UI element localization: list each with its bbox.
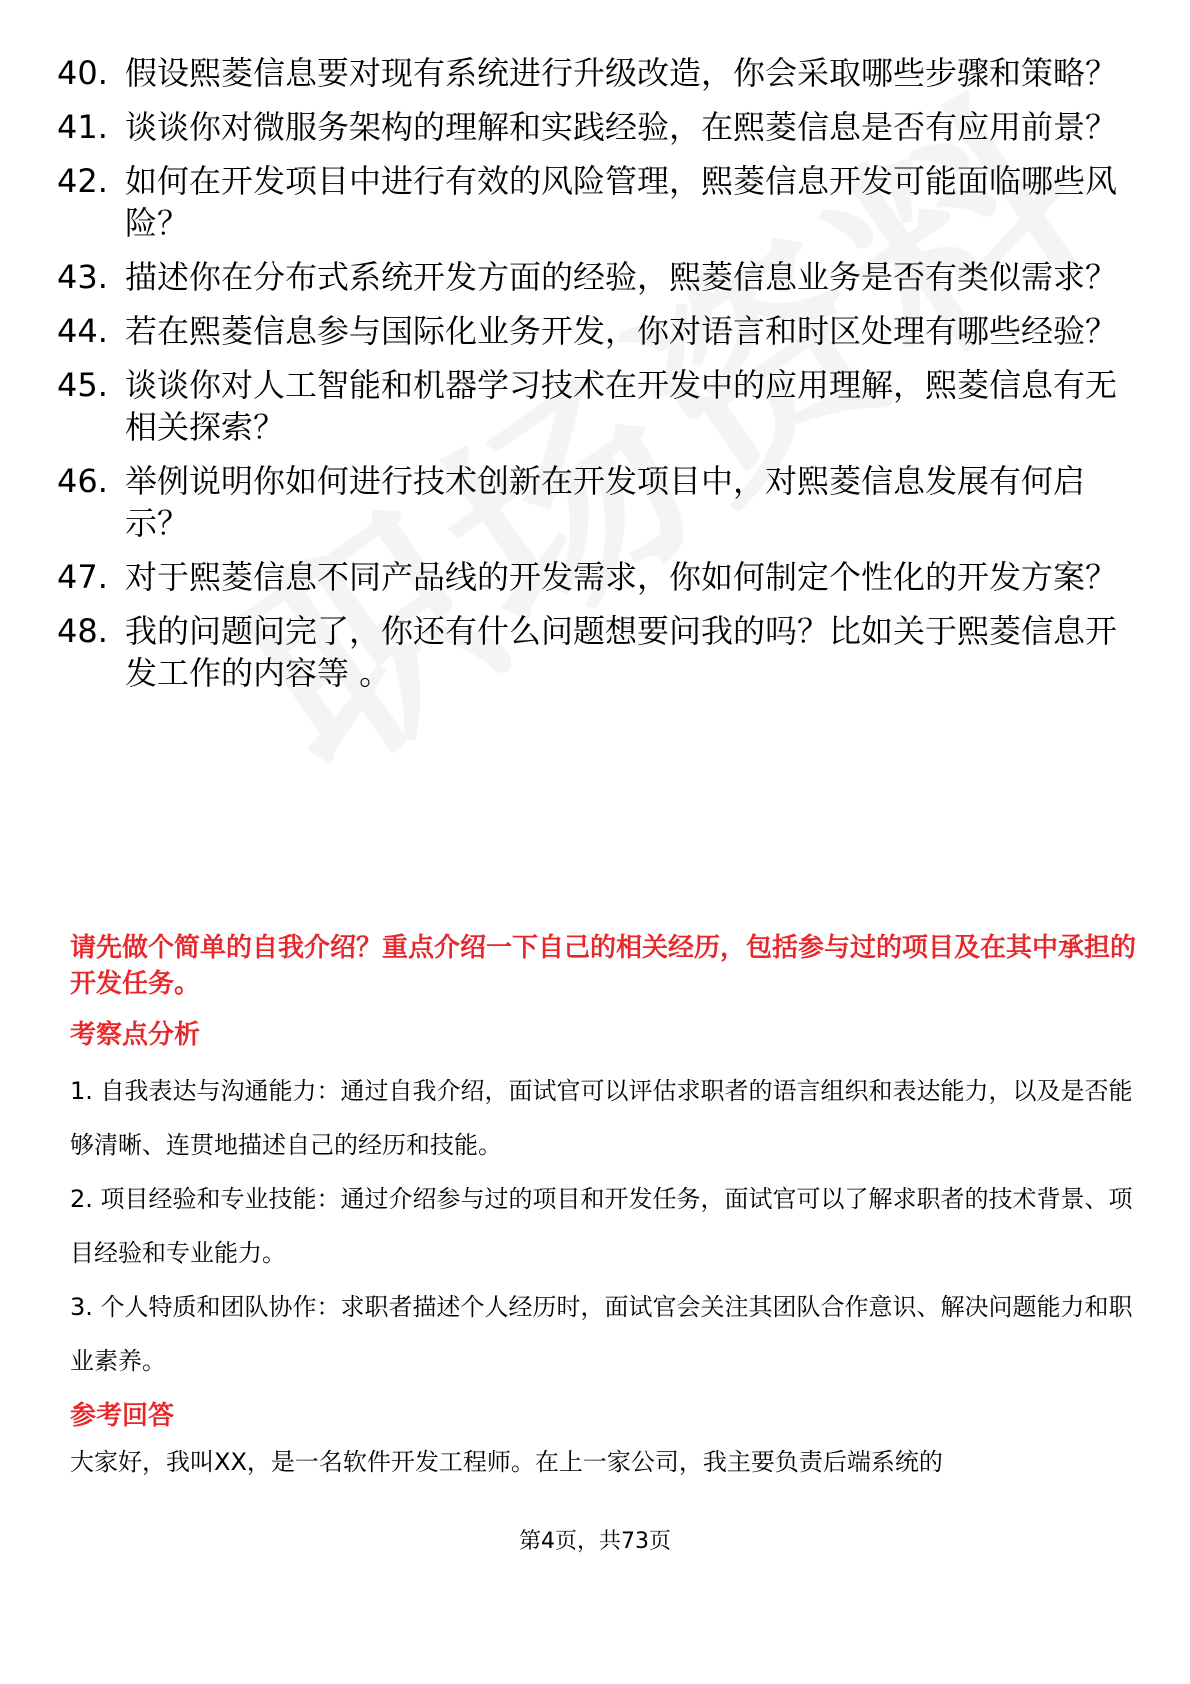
question-list bbox=[57, 52, 1137, 706]
list-item bbox=[57, 610, 1137, 694]
answer-heading: 参考回答 bbox=[70, 1401, 175, 1431]
list-item bbox=[57, 106, 1137, 148]
analysis-item: 1. 自我表达与沟通能力：通过自我介绍，面试官可以评估求职者的语言组织和表达能力，以及是否能够清晰、连贯地描述自己的经历和技能。 bbox=[70, 1077, 1133, 1159]
question-text: 谈谈你对微服务架构的理解和实践经验，在熙菱信息是否有应用前景？ bbox=[125, 108, 1118, 146]
list-item bbox=[57, 460, 1137, 544]
analysis-item: 2. 项目经验和专业技能：通过介绍参与过的项目和开发任务，面试官可以了解求职者的技术背景、项目经验和专业能力。 bbox=[70, 1185, 1133, 1267]
question-number: 46. bbox=[57, 462, 108, 500]
question-number: 40. bbox=[57, 54, 108, 92]
question-number: 43. bbox=[57, 258, 108, 296]
analysis-list bbox=[70, 1064, 1140, 1388]
list-item bbox=[57, 52, 1137, 94]
question-number: 42. bbox=[57, 162, 108, 200]
page-footer: 第4页，共73页 bbox=[519, 1529, 671, 1554]
question-number: 44. bbox=[57, 312, 108, 350]
list-item bbox=[57, 364, 1137, 448]
question-text: 对于熙菱信息不同产品线的开发需求，你如何制定个性化的开发方案？ bbox=[125, 558, 1118, 596]
list-item bbox=[57, 556, 1137, 598]
question-text: 谈谈你对人工智能和机器学习技术在开发中的应用理解，熙菱信息有无相关探索？ bbox=[125, 366, 1118, 446]
analysis-heading: 考察点分析 bbox=[70, 1020, 201, 1050]
question-number: 45. bbox=[57, 366, 108, 404]
intro-question: 请先做个简单的自我介绍？重点介绍一下自己的相关经历，包括参与过的项目及在其中承担的开发任务。 bbox=[70, 933, 1137, 999]
question-text: 假设熙菱信息要对现有系统进行升级改造，你会采取哪些步骤和策略？ bbox=[125, 54, 1118, 92]
question-text: 若在熙菱信息参与国际化业务开发，你对语言和时区处理有哪些经验？ bbox=[125, 312, 1118, 350]
answer-text: 大家好，我叫XX，是一名软件开发工程师。在上一家公司，我主要负责后端系统的 bbox=[70, 1448, 943, 1476]
list-item bbox=[57, 256, 1137, 298]
question-text: 我的问题问完了，你还有什么问题想要问我的吗？比如关于熙菱信息开发工作的内容等 。 bbox=[125, 612, 1118, 692]
question-number: 47. bbox=[57, 558, 108, 596]
question-number: 48. bbox=[57, 612, 108, 650]
question-text: 如何在开发项目中进行有效的风险管理，熙菱信息开发可能面临哪些风险？ bbox=[125, 162, 1118, 242]
list-item bbox=[57, 310, 1137, 352]
question-text: 举例说明你如何进行技术创新在开发项目中，对熙菱信息发展有何启示？ bbox=[125, 462, 1086, 542]
list-item bbox=[57, 160, 1137, 244]
analysis-item: 3. 个人特质和团队协作：求职者描述个人经历时，面试官会关注其团队合作意识、解决问题能力和职业素养。 bbox=[70, 1293, 1133, 1375]
question-number: 41. bbox=[57, 108, 108, 146]
question-text: 描述你在分布式系统开发方面的经验，熙菱信息业务是否有类似需求？ bbox=[125, 258, 1118, 296]
